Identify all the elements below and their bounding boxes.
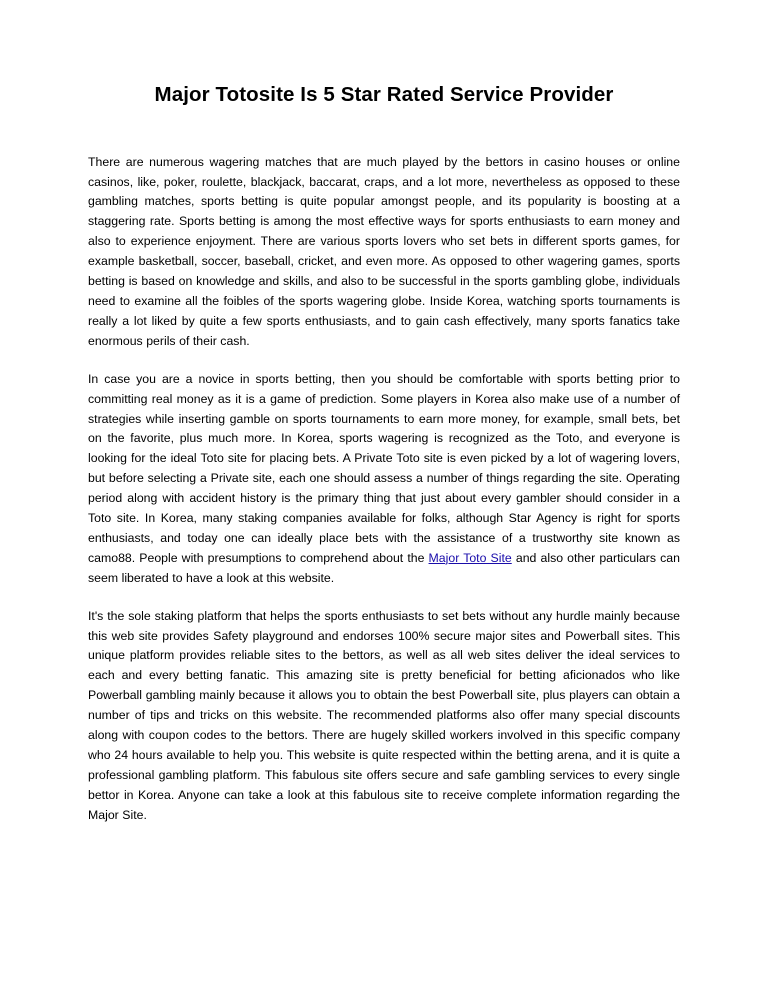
paragraph-2-text-after-link: and also other particulars can seem liberated to have a look at this website. [88, 550, 680, 585]
paragraph-3: It's the sole staking platform that helps the sports enthusiasts to set bets without any hurdle mainly because this web site provides Safety playground and endorses 100% secure major sites and Powerball sites. This unique platform provides reliable sites to the bettors, as well as all web sites deliver the ideal services to each and every betting fanatic. This amazing site is pretty beneficial for betting aficionados who like Powerball gambling mainly because it allows you to obtain the best Powerball site, plus players can obtain a number of tips and tricks on this website. The recommended platforms also offer many special discounts along with coupon codes to the bettors. There are hugely skilled workers involved in this specific company who 24 hours available to help you. This website is quite respected within the betting arena, and it is quite a professional gambling platform. This fabulous site offers secure and safe gambling services to every single bettor in Korea. Anyone can take a look at this fabulous site to receive complete information regarding the Major Site. [88, 608, 680, 822]
paragraph-1: There are numerous wagering matches that are much played by the bettors in casino houses or online casinos, like, poker, roulette, blackjack, baccarat, craps, and a lot more, nevertheless as opposed to these gambling matches, sports betting is quite popular amongst people, and its popularity is boosting at a staggering rate. Sports betting is among the most effective ways for sports enthusiasts to earn money and also to experience enjoyment. There are various sports lovers who set bets in different sports games, for example basketball, soccer, baseball, cricket, and even more. As opposed to other wagering games, sports betting is based on knowledge and skills, and also to be successful in the sports gambling globe, individuals need to examine all the foibles of the sports wagering globe. Inside Korea, watching sports tournaments is really a lot liked by quite a few sports enthusiasts, and to gain cash effectively, many sports fanatics take enormous perils of their cash. [88, 154, 680, 348]
title-spacer [88, 109, 680, 153]
paragraph-2 [88, 370, 680, 589]
major-toto-site-link[interactable]: Major Toto Site [428, 550, 512, 565]
document-body [88, 82, 680, 826]
paragraph-2-text-before-link: In case you are a novice in sports betting, then you should be comfortable with sports betting prior to committing real money as it is a game of prediction. Some players in Korea also make use of a number of strategies while inserting gamble on sports tournaments to earn more money, for example, small bets, bet on the favorite, plus much more. In Korea, sports wagering is recognized as the Toto, and everyone is looking for the ideal Toto site for placing bets. A Private Toto site is even picked by a lot of wagering lovers, but before selecting a Private site, each one should assess a number of things regarding the site. Operating period along with accident history is the primary thing that just about every gambler should consider in a Toto site. In Korea, many staking companies available for folks, although Star Agency is right for sports enthusiasts, and today one can ideally place bets with the assistance of a trustworthy site known as camo88. People with presumptions to comprehend about the [88, 371, 680, 565]
paragraph-spacer-1 [88, 352, 680, 370]
paragraph-spacer-2 [88, 589, 680, 607]
page-title: Major Totosite Is 5 Star Rated Service Provider [154, 83, 614, 106]
